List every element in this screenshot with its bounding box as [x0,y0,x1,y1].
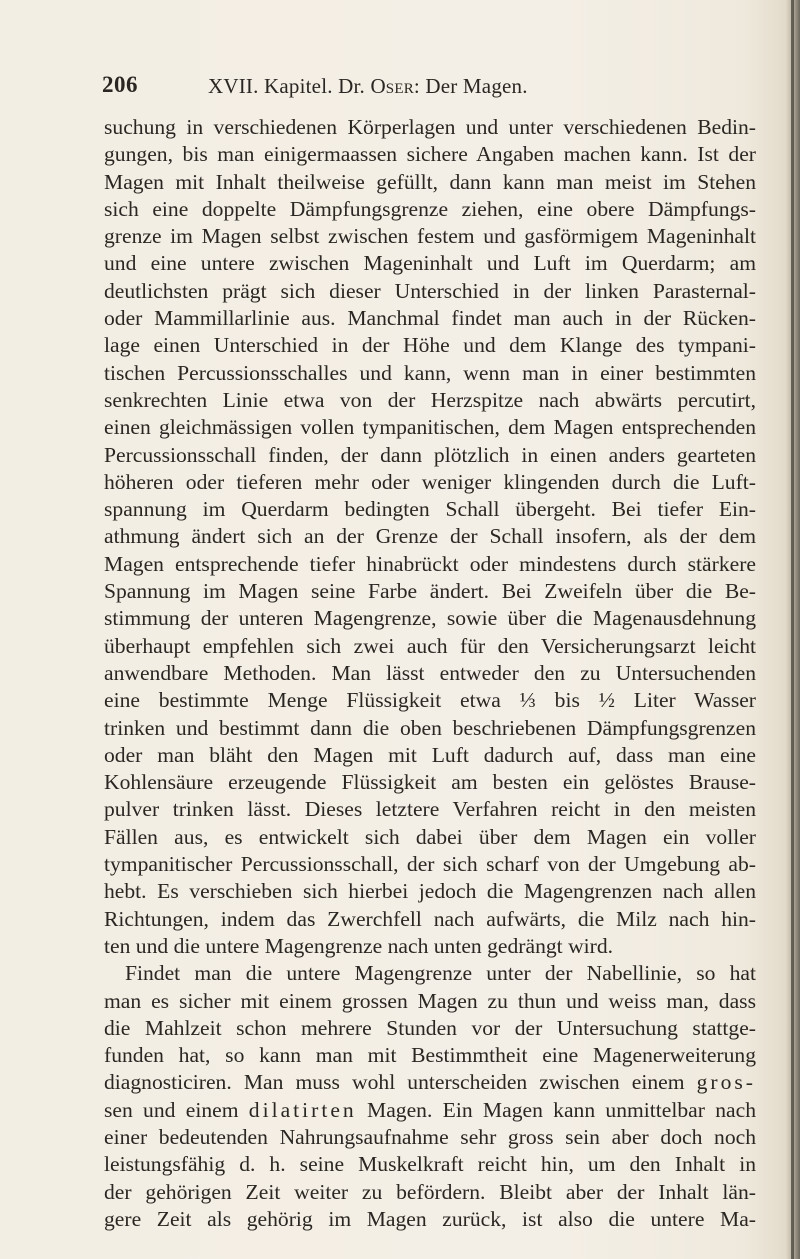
text-line: spannung im Querdarm bedingten Schall übergeht. Bei tiefer Ein- [104,497,756,522]
text-line: tympanitischer Percussionsschall, der sich scharf von der Umgebung ab- [104,852,756,877]
text-line: und eine untere zwischen Mageninhalt und Luft im Querdarm; am [104,251,756,276]
text-line: gere Zeit als gehörig im Magen zurück, ist also die untere Ma- [104,1206,756,1231]
emphasis-gros: gros- [696,1070,756,1095]
text-line: eine bestimmte Menge Flüssigkeit etwa ⅓ bis ½ Liter Wasser [104,688,756,713]
text-segment: diagnosticiren. Man muss wohl unterscheiden zwischen einem [104,1070,685,1095]
paragraph-start-line: Findet man die untere Magengrenze unter der Nabellinie, so hat [125,961,756,986]
text-line: oder Mammillarlinie aus. Manchmal findet man auch in der Rücken- [104,306,756,331]
text-line: deutlichsten prägt sich dieser Unterschied in der linken Parasternal- [104,278,756,303]
text-line: Richtungen, indem das Zwerchfell nach aufwärts, die Milz nach hin- [104,906,756,931]
text-line: Fällen aus, es entwickelt sich dabei über dem Magen ein voller [104,824,756,849]
text-line: leistungsfähig d. h. seine Muskelkraft reicht hin, um den Inhalt in [104,1152,756,1177]
text-line: einer bedeutenden Nahrungsaufnahme sehr gross sein aber doch noch [104,1124,756,1149]
text-line: stimmung der unteren Magengrenze, sowie über die Magenausdehnung [104,606,756,631]
page-header [0,72,800,102]
page-number: 206 [102,72,138,97]
text-line: Magen entsprechende tiefer hinabrückt oder mindestens durch stärkere [104,551,756,576]
text-line: grenze im Magen selbst zwischen festem und gasförmigem Mageninhalt [104,224,756,249]
text-line: ten und die untere Magengrenze nach unten gedrängt wird. [104,933,614,958]
text-line: anwendbare Methoden. Man lässt entweder den zu Untersuchenden [104,660,756,685]
text-line: Spannung im Magen seine Farbe ändert. Bei Zweifeln über die Be- [104,579,756,604]
text-line: man es sicher mit einem grossen Magen zu thun und weiss man, dass [104,988,756,1013]
running-head-chapter: XVII. Kapitel. Dr. [208,74,371,98]
text-line: senkrechten Linie etwa von der Herzspitze nach abwärts percutirt, [104,387,756,412]
text-line [104,1097,756,1124]
text-line: höheren oder tieferen mehr oder weniger klingenden durch die Luft- [104,469,756,494]
text-line: athmung ändert sich an der Grenze der Schall insofern, als der dem [104,524,756,549]
emphasis-dilatirten: dilatirten [248,1097,357,1122]
text-line: oder man bläht den Magen mit Luft dadurch auf, dass man eine [104,742,756,767]
text-line: hebt. Es verschieben sich hierbei jedoch die Magengrenzen nach allen [104,879,756,904]
text-line: einen gleichmässigen vollen tympanitischen, dem Magen entsprechenden [104,415,756,440]
text-segment: Magen. Ein Magen kann unmittelbar nach [367,1097,756,1122]
text-line [104,1069,756,1096]
text-line: der gehörigen Zeit weiter zu befördern. Bleibt aber der Inhalt län- [104,1179,756,1204]
text-segment: sen und einem [104,1097,239,1122]
text-line: pulver trinken lässt. Dieses letztere Verfahren reicht in den meisten [104,797,756,822]
running-head-title: : Der Magen. [413,74,528,98]
text-line: Magen mit Inhalt theilweise gefüllt, dann kann man meist im Stehen [104,169,756,194]
text-line: lage einen Unterschied in der Höhe und dem Klange des tympani- [104,333,756,358]
body-text [104,114,756,1233]
text-line: Kohlensäure erzeugende Flüssigkeit am besten ein gelöstes Brause- [104,770,756,795]
text-line: tischen Percussionsschalles und kann, wenn man in einer bestimmten [104,360,756,385]
text-line: Percussionsschall finden, der dann plötzlich in einen anders gearteten [104,442,756,467]
text-line: die Mahlzeit schon mehrere Stunden vor der Untersuchung stattge- [104,1015,756,1040]
text-line: sich eine doppelte Dämpfungsgrenze ziehen, eine obere Dämpfungs- [104,196,756,221]
page-edge [791,0,794,1259]
running-head [208,74,528,99]
text-line: trinken und bestimmt dann die oben beschriebenen Dämpfungsgrenzen [104,715,756,740]
text-line: suchung in verschiedenen Körperlagen und unter verschiedenen Bedin- [104,115,756,139]
text-line: gungen, bis man einigermaassen sichere Angaben machen kann. Ist der [104,142,756,167]
running-head-author: Oser [370,74,414,98]
text-line: funden hat, so kann man mit Bestimmtheit eine Magenerweiterung [104,1043,756,1068]
text-line: überhaupt empfehlen sich zwei auch für den Versicherungsarzt leicht [104,633,756,658]
